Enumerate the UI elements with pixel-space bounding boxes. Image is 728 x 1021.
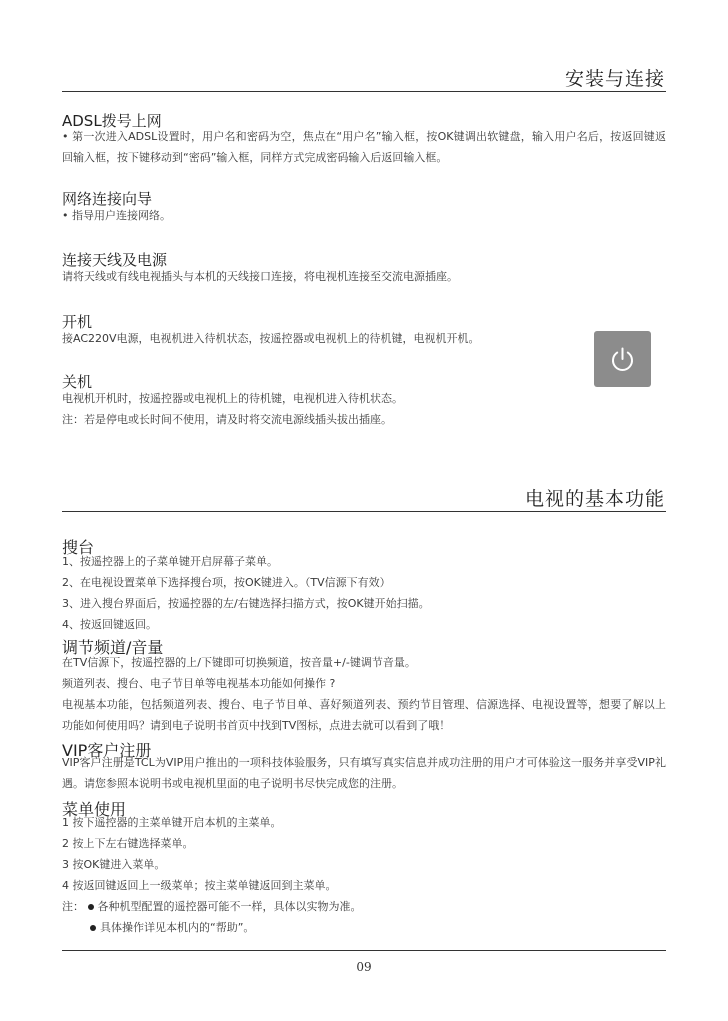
header2-rule [62,511,666,512]
text-antenna: 请将天线或有线电视插头与本机的天线接口连接，将电视机连接至交流电源插座。 [62,270,458,283]
power-icon [594,331,651,387]
list-item: 3、进入搜台界面后，按遥控器的左/右键选择扫描方式，按OK键开始扫描。 [62,597,430,610]
heading-adsl: ADSL拨号上网 [62,112,162,130]
section-title-basic-functions: 电视的基本功能 [524,488,665,510]
text-adjust-para: 电视基本功能，包括频道列表、搜台、电子节目单、喜好频道列表、预约节目管理、信源选择、电视设置等，想要了解以上功能如何使用吗？请到电子说明书首页中找到TV图标，点进去就可以看到了哦！ [62,698,666,732]
page-number: 09 [356,960,372,974]
note-label: 注： [62,900,84,913]
list-item: 1、按遥控器上的子菜单键开启屏幕子菜单。 [62,555,278,568]
list-menu [62,812,666,938]
heading-power-on: 开机 [62,313,93,331]
list-search [62,551,666,635]
list-item: 4、按返回键返回。 [62,618,157,631]
bullet-icon [88,904,94,910]
note-row [62,896,666,917]
section-title-install: 安装与连接 [564,68,665,90]
text-adsl: • 第一次进入ADSL设置时，用户名和密码为空，焦点在“用户名”输入框，按OK键调出软键盘，输入用户名后，按返回键返回输入框，按下键移动到“密码”输入框，同样方式完成密码输入后返回输入框。 [62,130,666,164]
list-item: 1 按下遥控器的主菜单键开启本机的主菜单。 [62,816,282,829]
heading-network-wizard: 网络连接向导 [62,190,153,208]
text-adjust [62,652,666,736]
header-rule [62,91,666,92]
heading-antenna: 连接天线及电源 [62,251,168,269]
heading-power-off: 关机 [62,373,93,391]
heading-vip: VIP客户注册 [62,741,152,760]
text-vip: VIP客户注册是TCL为VIP用户推出的一项科技体验服务，只有填写真实信息并成功注册的用户才可体验这一服务并享受VIP礼遇。请您参照本说明书或电视机里面的电子说明书尽快完成您的注册。 [62,756,666,790]
list-item: 2 按上下左右键选择菜单。 [62,837,194,850]
text-power-on: 接AC220V电源，电视机进入待机状态，按遥控器或电视机上的待机键，电视机开机。 [62,332,480,345]
note-item: 具体操作详见本机内的“帮助”。 [100,921,255,934]
note-item: 各种机型配置的遥控器可能不一样，具体以实物为准。 [97,900,362,913]
note-power-off: 注：若是停电或长时间不使用，请及时将交流电源线插头拔出插座。 [62,413,392,426]
bullet-icon [90,925,96,931]
list-item: 3 按OK键进入菜单。 [62,858,166,871]
heading-search: 搜台 [62,538,95,557]
text-power-off-line: 电视机开机时，按遥控器或电视机上的待机键，电视机进入待机状态。 [62,392,403,405]
heading-menu: 菜单使用 [62,800,127,819]
list-item: 2、在电视设置菜单下选择搜台项，按OK键进入。（TV信源下有效） [62,576,391,589]
text-adjust-line2: 频道列表、搜台、电子节目单等电视基本功能如何操作 ? [62,677,336,690]
text-network-wizard: • 指导用户连接网络。 [62,209,171,222]
footer-rule [62,950,666,951]
heading-adjust: 调节频道/音量 [62,638,164,657]
text-adjust-line1: 在TV信源下，按遥控器的上/下键即可切换频道，按音量+/-键调节音量。 [62,656,416,669]
text-power-off [62,388,666,430]
note-row [62,917,666,938]
list-item: 4 按返回键返回上一级菜单；按主菜单键返回到主菜单。 [62,879,337,892]
